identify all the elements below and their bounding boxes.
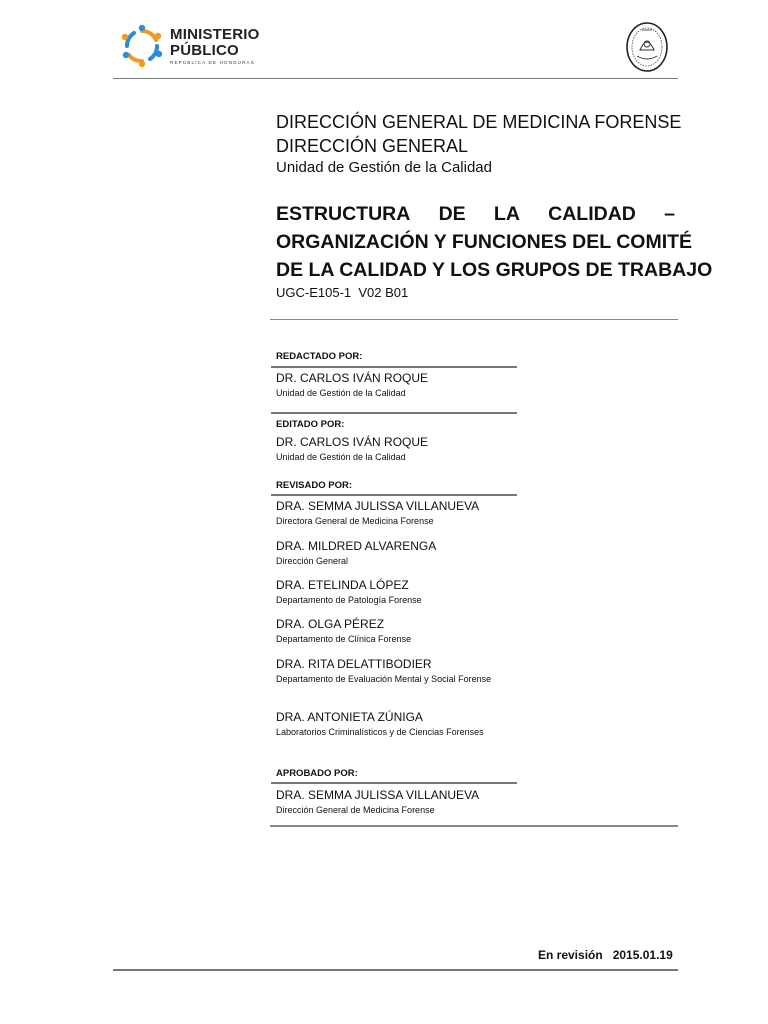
person-entry	[276, 787, 514, 817]
person-role: Departamento de Clínica Forense	[276, 634, 412, 644]
person-name: DRA. ETELINDA LÓPEZ	[276, 578, 409, 592]
revision-status: En revisión	[538, 948, 603, 962]
document-code: UGC-E105-1 V02 B01	[276, 285, 409, 300]
person-role: Departamento de Evaluación Mental y Social Forense	[276, 674, 492, 684]
person-entry	[276, 434, 514, 464]
person-role: Dirección General de Medicina Forense	[276, 805, 435, 815]
person-name: DRA. OLGA PÉREZ	[276, 617, 385, 631]
person-name: DRA. MILDRED ALVARENGA	[276, 539, 437, 553]
title-word: ESTRUCTURA	[276, 203, 411, 225]
person-entry	[276, 709, 514, 739]
footer-divider	[113, 969, 678, 971]
person-entry	[276, 616, 514, 646]
person-role: Departamento de Patología Forense	[276, 595, 422, 605]
institution-line-2: DIRECCIÓN GENERAL	[276, 136, 469, 156]
ministerio-publico-logo	[120, 24, 260, 68]
institutional-seal-icon	[624, 20, 670, 74]
revisado-label: REVISADO POR:	[276, 480, 353, 491]
header-divider	[113, 78, 678, 79]
aprobado-label: APROBADO POR:	[276, 768, 358, 779]
redactado-label: REDACTADO POR:	[276, 351, 363, 362]
title-line-1	[276, 200, 675, 228]
person-entry	[276, 656, 514, 686]
person-name: DR. CARLOS IVÁN ROQUE	[276, 371, 429, 385]
person-entry	[276, 538, 514, 568]
aprobado-rule	[271, 782, 517, 784]
institution-line-1: DIRECCIÓN GENERAL DE MEDICINA FORENSE	[276, 112, 682, 132]
person-role: Dirección General	[276, 556, 349, 566]
title-word: DE	[438, 203, 466, 225]
title-line-3: DE LA CALIDAD Y LOS GRUPOS DE TRABAJO	[276, 259, 713, 281]
person-name: DRA. SEMMA JULISSA VILLANUEVA	[276, 499, 480, 513]
person-role: Directora General de Medicina Forense	[276, 516, 434, 526]
person-entry	[276, 498, 514, 528]
logo-line-2: PÚBLICO	[170, 41, 239, 59]
document-title	[276, 200, 713, 284]
redactado-rule	[271, 366, 517, 368]
title-divider	[270, 319, 678, 320]
logo-line-3: REPÚBLICA DE HONDURAS	[170, 59, 255, 65]
institution-block	[276, 110, 681, 178]
title-word: LA	[493, 203, 520, 225]
person-role: Unidad de Gestión de la Calidad	[276, 388, 406, 398]
revision-footer	[538, 948, 673, 962]
person-role: Laboratorios Criminalísticos y de Ciencias Forenses	[276, 727, 484, 737]
editado-label: EDITADO POR:	[276, 419, 345, 430]
person-name: DRA. ANTONIETA ZÚNIGA	[276, 710, 423, 724]
person-name: DRA. SEMMA JULISSA VILLANUEVA	[276, 788, 480, 802]
revision-date: 2015.01.19	[612, 948, 673, 962]
person-name: DR. CARLOS IVÁN ROQUE	[276, 435, 429, 449]
title-word: –	[664, 203, 675, 225]
institution-line-3: Unidad de Gestión de la Calidad	[276, 159, 492, 176]
person-entry	[276, 577, 514, 607]
people-circle-logo-icon	[120, 24, 164, 68]
person-role: Unidad de Gestión de la Calidad	[276, 452, 406, 462]
title-word: CALIDAD	[548, 203, 636, 225]
logo-line-1: MINISTERIO	[170, 25, 260, 43]
signatures-divider	[270, 825, 678, 827]
person-name: DRA. RITA DELATTIBODIER	[276, 657, 432, 671]
person-entry	[276, 370, 514, 400]
section-rule	[271, 412, 517, 414]
title-line-2: ORGANIZACIÓN Y FUNCIONES DEL COMITÉ	[276, 231, 693, 253]
revisado-rule	[271, 494, 517, 496]
page-header	[0, 0, 768, 80]
